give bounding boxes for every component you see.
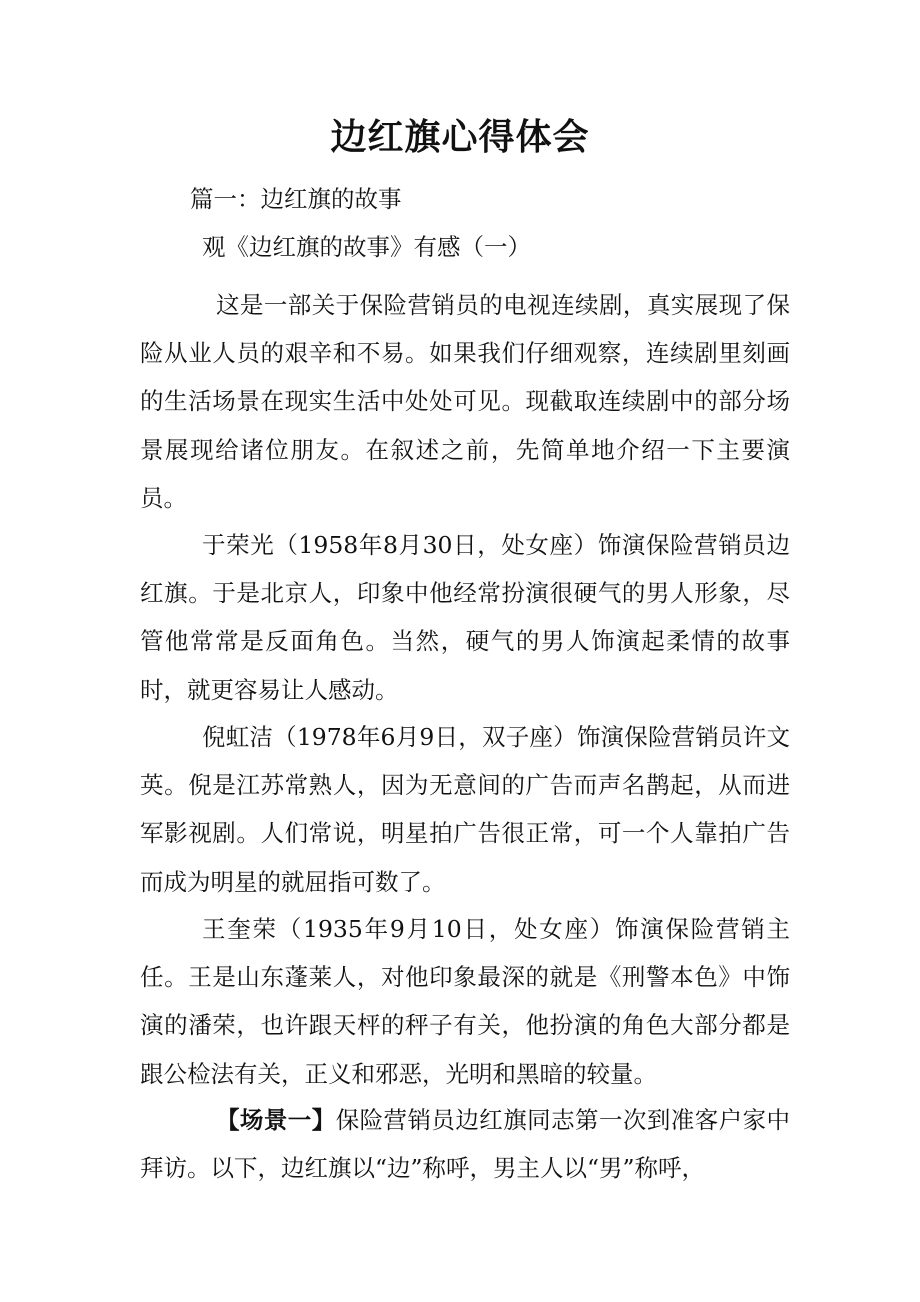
- document-title: 边红旗心得体会: [330, 116, 590, 158]
- scene-text: 保险营销员边红旗同志第一次到准客户家中拜访。以下，边红旗以“边”称呼，男主人以“男”称呼，: [140, 1106, 791, 1183]
- paragraph-actor-ni: 倪虹洁（1978年6月9日，双子座）饰演保险营销员许文英。倪是江苏常熟人，因为无意间的广告而声名鹊起，从而进军影视剧。人们常说，明星拍广告很正常，可一个人靠拍广告而成为明星的就屈指可数了。: [140, 723, 790, 896]
- paragraph-intro: 这是一部关于保险营销员的电视连续剧，真实展现了保险从业人员的艰辛和不易。如果我们仔细观察，连续剧里刻画的生活场景在现实生活中处处可见。现截取连续剧中的部分场景展现给诸位朋友。在叙述之前，先简单地介绍一下主要演员。: [140, 291, 790, 512]
- paragraph-scene-one: [140, 1096, 790, 1192]
- paragraph-actor-yu: 于荣光（1958年8月30日，处女座）饰演保险营销员边红旗。于是北京人，印象中他经常扮演很硬气的男人形象，尽管他常常是反面角色。当然，硬气的男人饰演起柔情的故事时，就更容易让人感动。: [140, 531, 790, 704]
- subheading: 观《边红旗的故事》有感（一）: [202, 233, 531, 261]
- section-heading: 篇一：边红旗的故事: [190, 185, 402, 213]
- scene-label: 【场景一】: [216, 1106, 336, 1134]
- paragraph-actor-wang: 王奎荣（1935年9月10日，处女座）饰演保险营销主任。王是山东蓬莱人，对他印象最深的就是《刑警本色》中饰演的潘荣，也许跟天枰的秤子有关，他扮演的角色大部分都是跟公检法有关，正义和邪恶，光明和黑暗的较量。: [140, 915, 790, 1088]
